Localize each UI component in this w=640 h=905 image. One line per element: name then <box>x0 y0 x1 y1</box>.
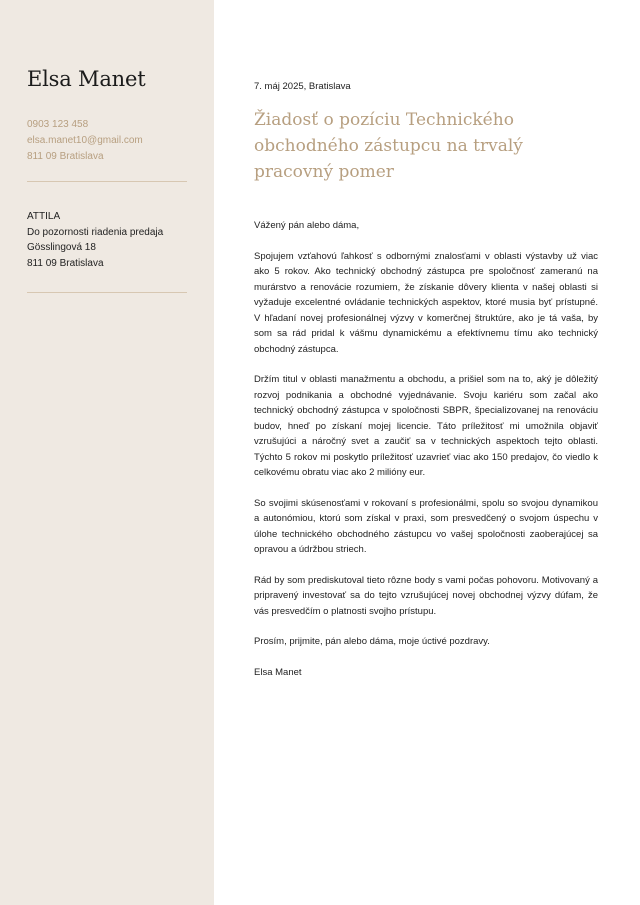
letter-paragraph: Spojujem vzťahovú ľahkosť s odbornými znalosťami v oblasti výstavby už viac ako 5 rokov. Ako technický obchodný zástupca pre spoločnosť zameranú na murárstvo a renovácie rozumiem, že získanie dôvery klienta v našej oblasti si vyžaduje excelentné ovládanie technických aspektov, ktoré musia byť prístupné. V hľadaní novej profesionálnej výzvy v komerčnej štruktúre, ako je tá vaša, by som sa rád pridal k vášmu dynamickému a efektívnemu tímu ako technický obchodný zástupca. <box>254 250 598 355</box>
letter-date: 7. máj 2025, Bratislava <box>254 81 351 92</box>
recipient-street: Gösslingová 18 <box>27 242 96 253</box>
letter-paragraph: So svojimi skúsenosťami v rokovaní s profesionálmi, spolu so svojou dynamikou a autonómiou, ktorú som získal v praxi, som presvedčený o svojom úspechu v úlohe technického obchodného zástupcu vo vašej spoločnosti zaoberajúcej sa opravou a údržbou striech. <box>254 497 598 555</box>
letter-subject: Žiadosť o pozíciu Technického obchodného zástupcu na trvalý pracovný pomer <box>254 110 523 182</box>
sender-phone: 0903 123 458 <box>27 119 89 130</box>
letter-text <box>254 218 598 680</box>
sender-email: elsa.manet10@gmail.com <box>27 135 143 146</box>
letter-closing: Prosím, prijmite, pán alebo dáma, moje úctivé pozdravy. <box>254 636 490 647</box>
letter-salutation: Vážený pán alebo dáma, <box>254 220 360 231</box>
recipient-block <box>27 209 163 271</box>
sender-contact <box>27 117 143 165</box>
recipient-city: 811 09 Bratislava <box>27 257 104 269</box>
sidebar <box>0 0 214 905</box>
sender-name: Elsa Manet <box>27 67 146 91</box>
sidebar-divider-bottom <box>27 292 187 293</box>
sender-address: 811 09 Bratislava <box>27 151 104 162</box>
sidebar-divider-top <box>27 181 187 182</box>
letter-paragraph: Rád by som prediskutoval tieto rôzne body s vami počas pohovoru. Motivovaný a pripravený investovať sa do tejto vzrušujúcej novej obchodnej výzvy dúfam, že vás presvedčím o platnosti svojho prístupu. <box>254 574 598 617</box>
letter-paragraph: Držím titul v oblasti manažmentu a obchodu, a prišiel som na to, aký je dôležitý rozvoj podnikania a obchodné vyjednávanie. Svoju kariéru som začal ako technický obchodný zástupca v spoločnosti SBPR, špecializovanej na renováciu budov, hneď po získaní mojej licencie. Táto príležitosť mi umožnila objaviť vzrušujúci a náročný svet a zaučiť sa v technických aspektoch tejto oblasti. Týchto 5 rokov mi poskytlo príležitosť uzavrieť viac ako 150 predajov, čo viedlo k celkovému obratu viac ako 2 milióny eur. <box>254 374 598 478</box>
recipient-attention: Do pozornosti riadenia predaja <box>27 226 164 238</box>
recipient-company: ATTILA <box>27 211 61 222</box>
letter-signature: Elsa Manet <box>254 666 302 678</box>
